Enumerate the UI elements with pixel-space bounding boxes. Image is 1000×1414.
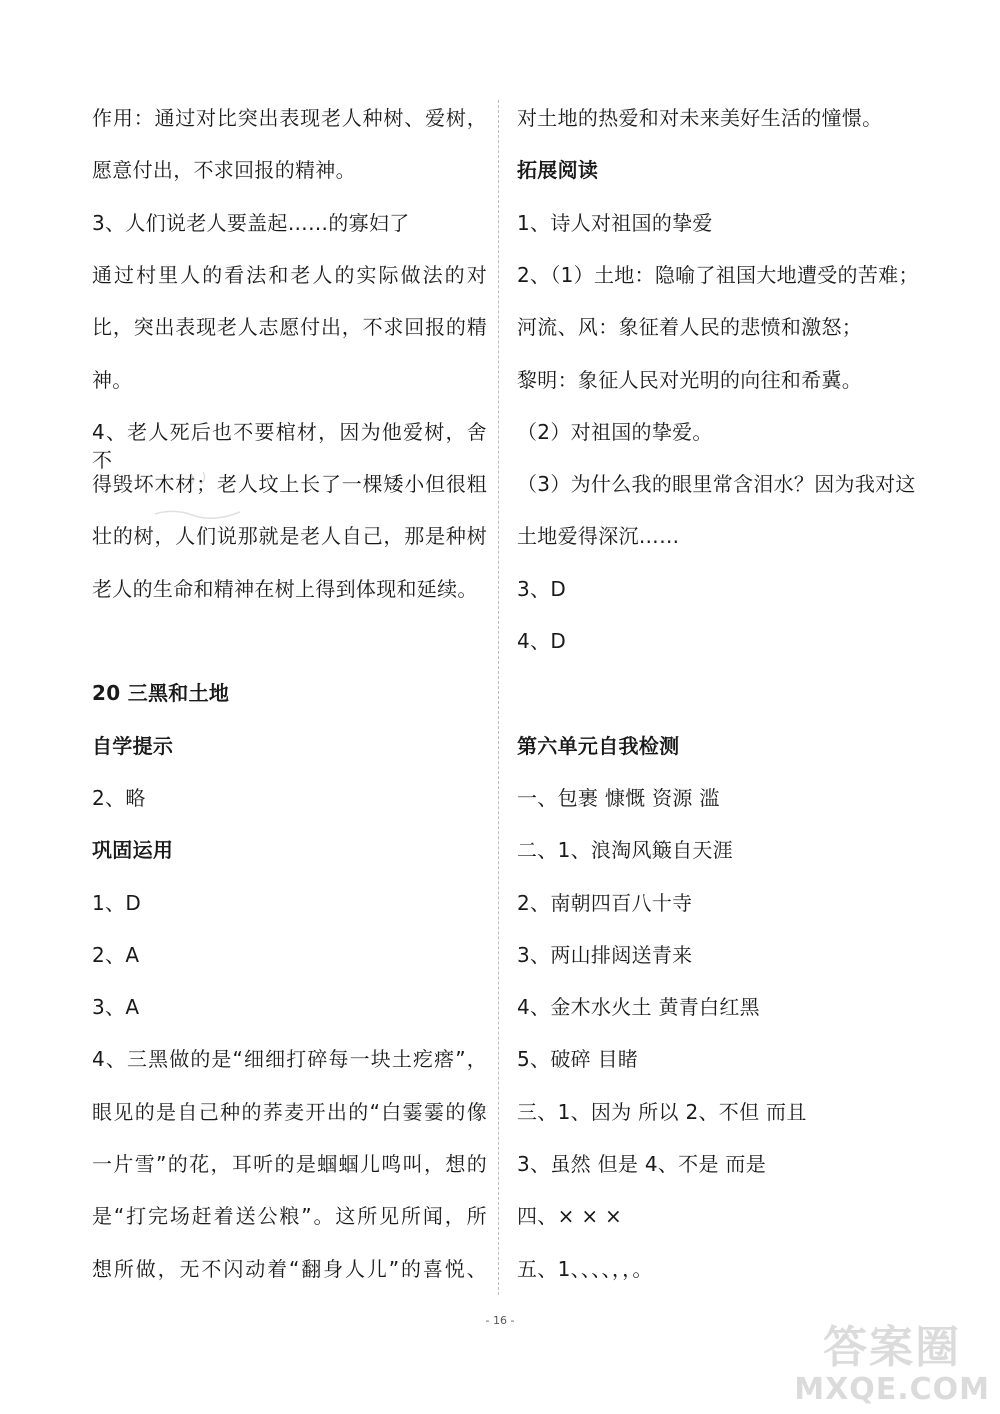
text-line: 3、D [517,576,567,601]
text-line: 二、1、浪淘风簸自天涯 [517,838,734,863]
text-line: 2、略 [92,785,146,810]
text-line: 河流、风：象征着人民的悲愤和激怒； [517,315,863,340]
watermark-text-en: MXQE.COM [794,1372,990,1407]
text-line: 老人的生命和精神在树上得到体现和延续。 [92,576,478,601]
section-heading: 20 三黑和土地 [92,681,230,706]
text-line: 神。 [92,367,133,392]
text-line: 眼见的是自己种的荞麦开出的“白霎霎的像 [92,1099,487,1124]
watermark-logo [794,1322,990,1406]
text-line: 愿意付出，不求回报的精神。 [92,158,356,183]
text-line: 对土地的热爱和对未来美好生活的憧憬。 [517,106,883,130]
section-heading: 拓展阅读 [517,158,599,183]
faint-handwriting-mark [145,468,245,528]
section-heading: 巩固运用 [92,838,174,863]
text-line: 得毁坏木材；老人坟上长了一棵矮小但很粗 [92,472,487,497]
text-line: 3、虽然 但是 4、不是 而是 [517,1152,767,1176]
text-line: 想所做，无不闪动着“翻身人儿”的喜悦、 [92,1256,487,1281]
text-line: 2、A [92,942,140,967]
text-line: 4、D [517,629,567,653]
text-line: 5、破碎 目睹 [517,1047,639,1072]
section-heading: 自学提示 [92,733,174,758]
text-line: 四、× × × [517,1204,623,1229]
column-divider [498,100,499,1295]
text-line: 1、诗人对祖国的挚爱 [517,210,713,235]
text-line: 五、1、、、、，，。 [517,1256,653,1281]
text-line: 4、老人死后也不要棺材，因为他爱树，舍不 [92,419,487,472]
text-line: （2）对祖国的挚爱。 [517,419,713,444]
section-heading: 第六单元自我检测 [517,733,680,758]
text-line: 2、（1）土地：隐喻了祖国大地遭受的苦难； [517,262,919,287]
text-line: 黎明：象征人民对光明的向往和希冀。 [517,367,863,392]
text-line: 1、D [92,890,142,915]
text-line: 通过村里人的看法和老人的实际做法的对 [92,262,487,287]
text-line: 2、南朝四百八十寺 [517,890,693,915]
text-line: 是“打完场赶着送公粮”。这所见所闻，所 [92,1204,487,1229]
watermark-text-cn: 答案圈 [823,1322,962,1373]
text-line: 土地爱得深沉…… [517,524,680,549]
text-line: 壮的树，人们说那就是老人自己，那是种树 [92,524,487,549]
text-line: 3、两山排闼送青来 [517,942,693,967]
text-line: 一、包裹 慷慨 资源 滥 [517,785,720,810]
text-line: 4、金木水火土 黄青白红黑 [517,995,760,1020]
text-line: 一片雪”的花，耳听的是蝈蝈儿鸣叫，想的 [92,1152,487,1176]
text-line: 三、1、因为 所以 2、不但 而且 [517,1099,807,1124]
text-line: 比，突出表现老人志愿付出，不求回报的精 [92,315,487,340]
text-line: 3、人们说老人要盖起……的寡妇了 [92,210,410,235]
text-line: （3）为什么我的眼里常含泪水？因为我对这 [517,472,916,497]
text-line: 作用：通过对比突出表现老人种树、爱树， [92,106,487,130]
text-line: 4、三黑做的是“细细打碎每一块土疙瘩”， [92,1047,487,1072]
page-number: - 16 - [485,1314,515,1327]
text-line: 3、A [92,995,140,1020]
